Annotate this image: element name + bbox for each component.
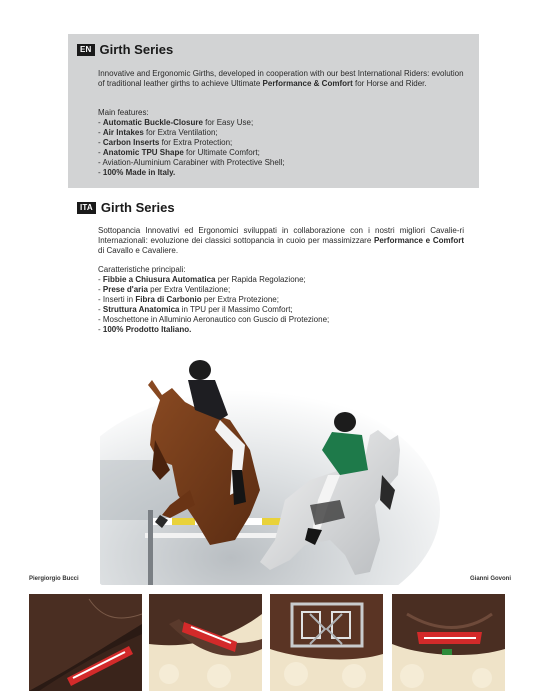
en-section-header	[77, 42, 173, 57]
en-features-heading: Main features:	[98, 108, 149, 117]
list-item: - Carbon Inserts for Extra Protection;	[98, 138, 233, 147]
en-features-list	[98, 108, 464, 178]
list-item: - Aviation-Aluminium Carabiner with Protective Shell;	[98, 158, 285, 167]
photo-credit-right: Gianni Govoni	[470, 576, 512, 582]
list-item: - 100% Prodotto Italiano.	[98, 325, 192, 334]
product-thumbnail	[270, 594, 383, 691]
list-item: - Inserti in Fibra di Carbonio per Extra Protezione;	[98, 295, 279, 304]
list-item: - 100% Made in Italy.	[98, 168, 176, 177]
product-thumbnail	[392, 594, 505, 691]
list-item: - Prese d'aria per Extra Ventilazione;	[98, 285, 231, 294]
language-tag-ita: ITA	[77, 202, 96, 214]
list-item: - Air Intakes for Extra Ventilation;	[98, 128, 218, 137]
ita-intro-paragraph: Sottopancia Innovativi ed Ergonomici sviluppati in collaborazione con i nostri migliori Cavalie-ri Internazionali: evoluzione dei classici sottopancia in cuoio per massimizzare Performance e Comfort di Cavallo e Cavaliere.	[98, 226, 464, 255]
photo-credit-left: Piergiorgio Bucci	[29, 576, 79, 582]
en-intro-paragraph: Innovative and Ergonomic Girths, developed in cooperation with our best International Riders: evolution of traditional leather girths to achieve Ultimate Performance & Comfort for Horse and Rider.	[98, 69, 464, 88]
list-item: - Anatomic TPU Shape for Ultimate Comfort;	[98, 148, 260, 157]
en-section-title: Girth Series	[99, 42, 174, 57]
language-tag-en: EN	[77, 44, 95, 56]
product-thumbnail	[29, 594, 142, 691]
list-item: - Struttura Anatomica in TPU per il Massimo Comfort;	[98, 305, 293, 314]
ita-section-title: Girth Series	[100, 200, 175, 215]
list-item: - Fibbie a Chiusura Automatica per Rapida Regolazione;	[98, 275, 306, 284]
list-item: - Automatic Buckle-Closure for Easy Use;	[98, 118, 254, 127]
ita-section-header	[77, 200, 175, 215]
list-item: - Moschettone in Alluminio Aeronautico con Guscio di Protezione;	[98, 315, 330, 324]
product-thumbnail	[149, 594, 262, 691]
ita-features-list	[98, 265, 464, 335]
ita-features-heading: Caratteristiche principali:	[98, 265, 186, 274]
show-jumping-photo	[100, 340, 450, 585]
